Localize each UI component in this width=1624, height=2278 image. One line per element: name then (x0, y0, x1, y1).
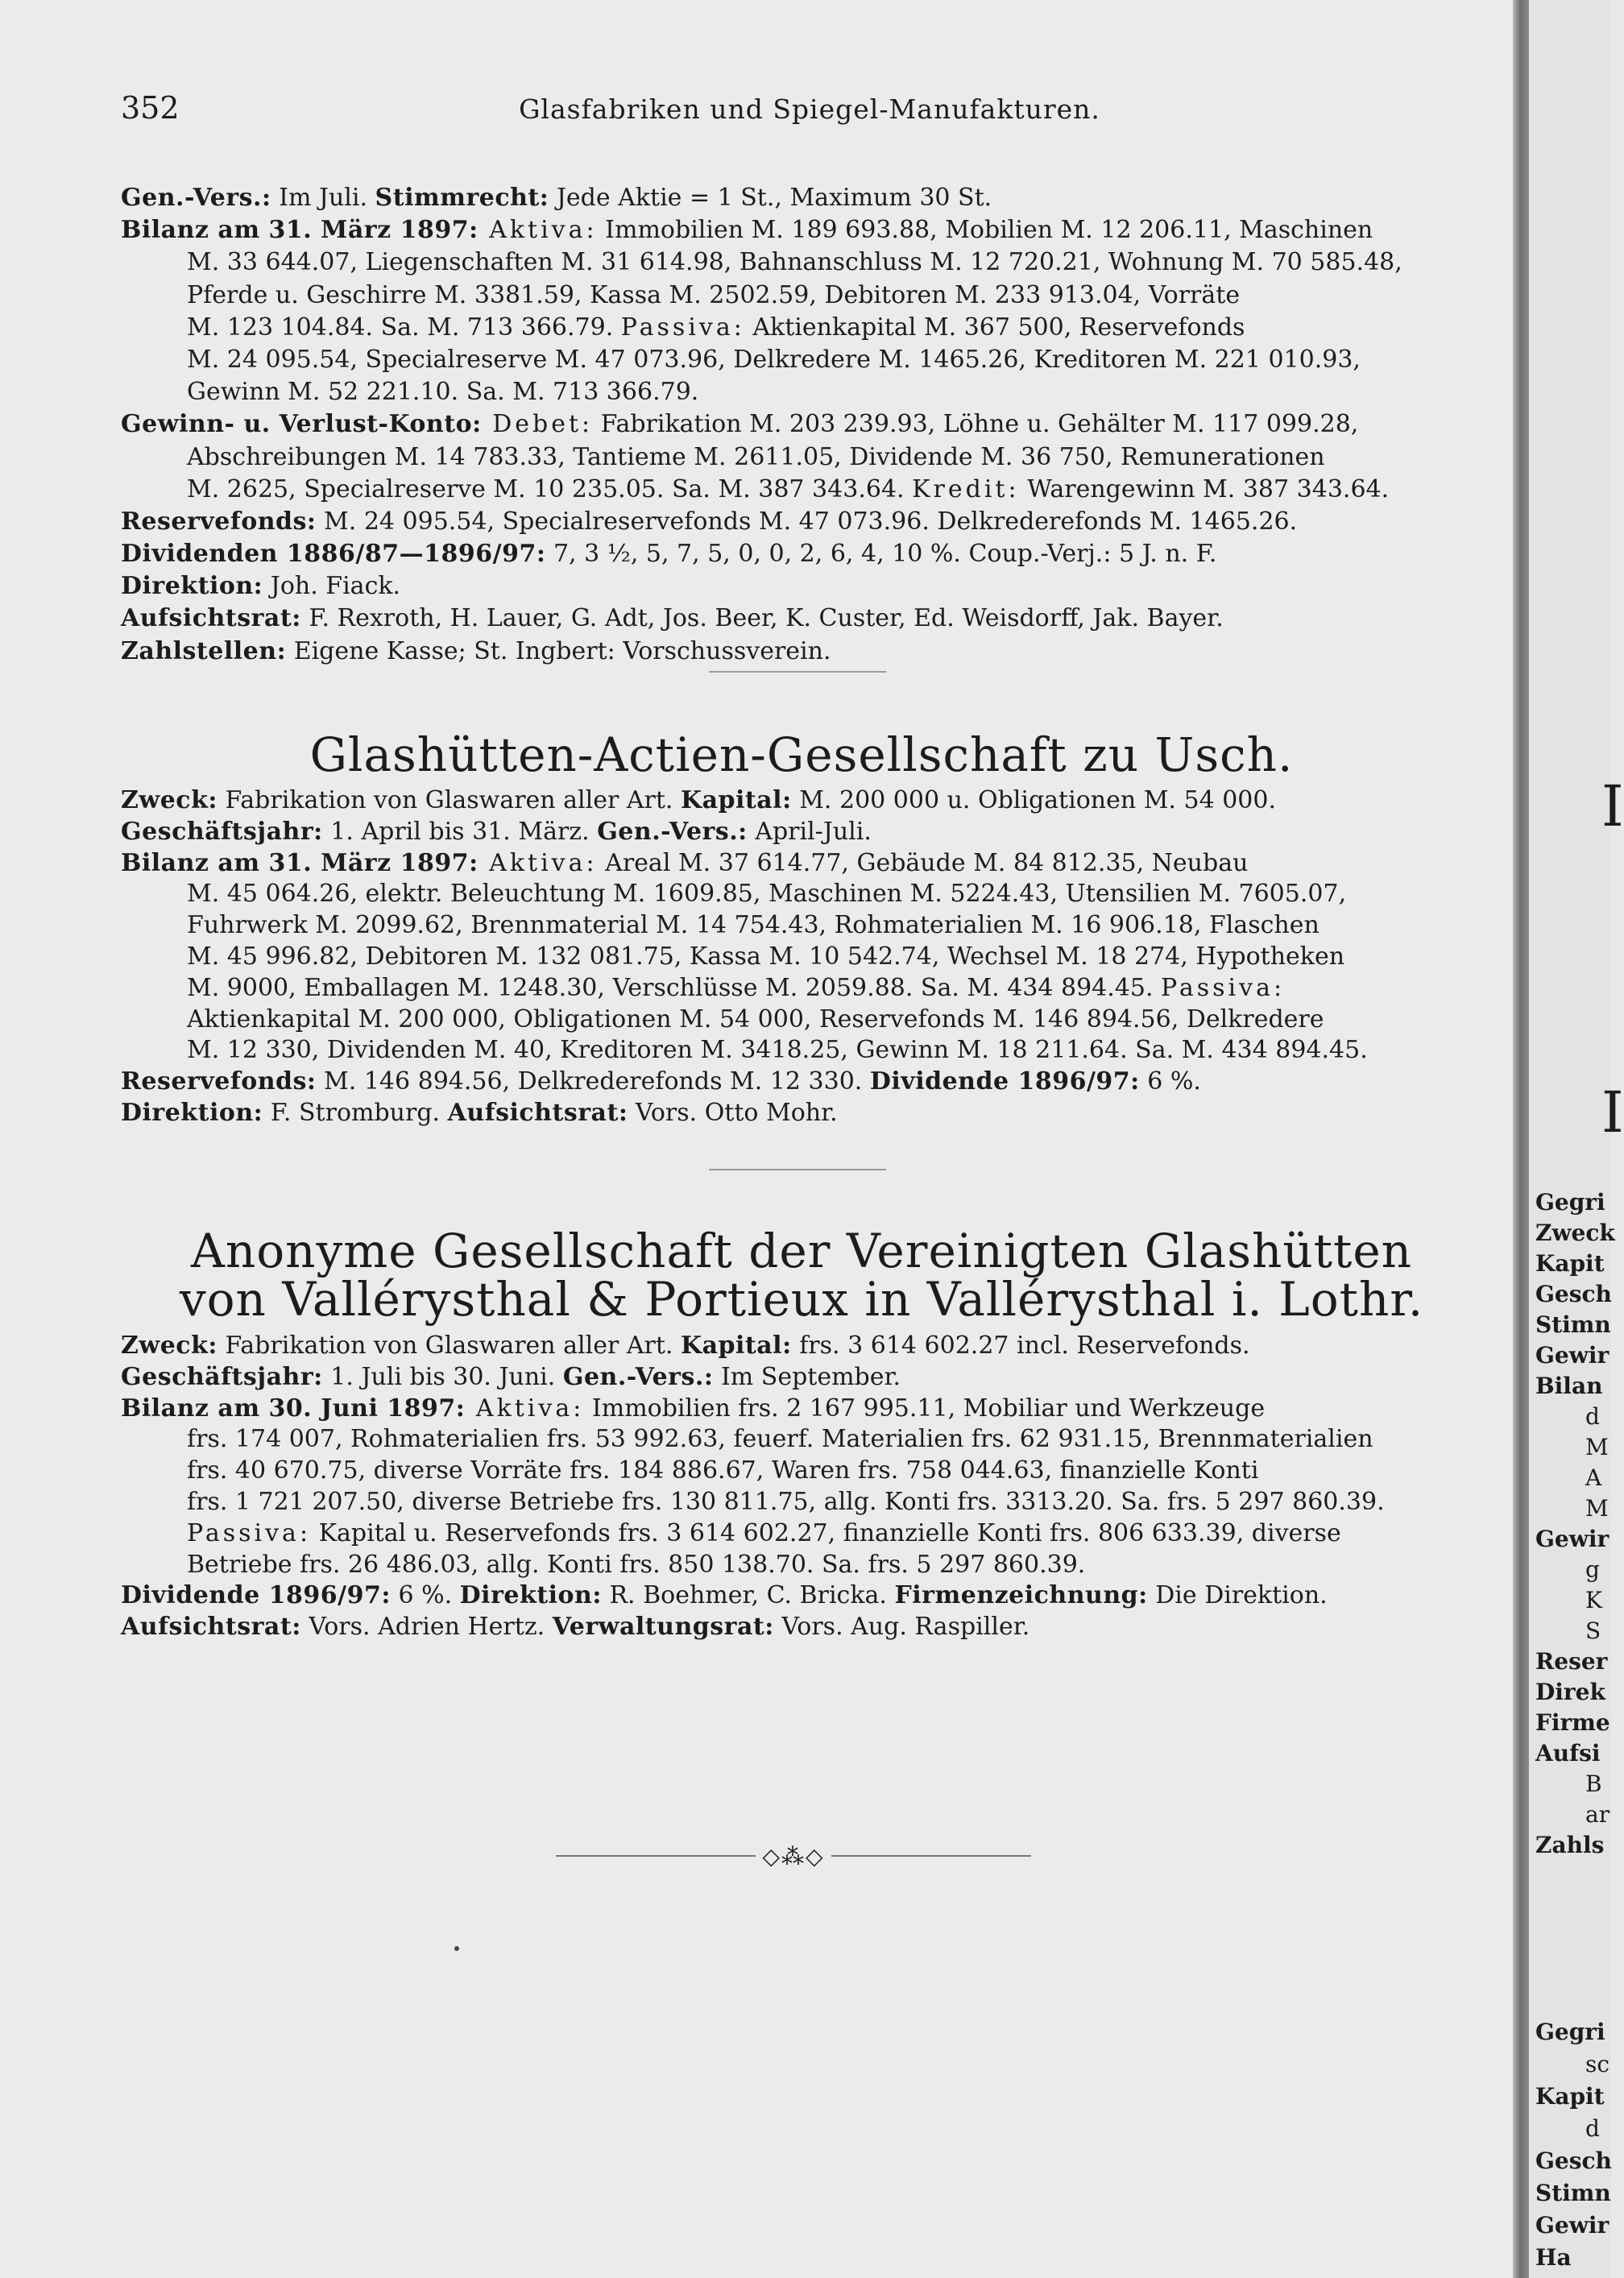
entry-line (121, 506, 1482, 538)
facing-page-fragment: Gesch (1535, 2148, 1612, 2174)
entry-line (121, 312, 1482, 344)
facing-page-fragment: M (1585, 1434, 1609, 1460)
field-text: Abschreibungen M. 14 783.33, Tantieme M. 2611.05, Dividende M. 36 750, Remunerationen (187, 442, 1325, 471)
entry-line (121, 1035, 1482, 1067)
entry-line (121, 973, 1482, 1004)
field-label: Zahlstellen: (121, 636, 287, 665)
facing-page-fragment: Zahls (1535, 1832, 1605, 1858)
field-label: Gen.-Vers.: (121, 184, 271, 212)
print-speck (454, 1946, 459, 1951)
field-text: frs. 1 721 207.50, diverse Betriebe frs. 130 811.75, allg. Konti frs. 3313.20. Sa. frs. 5 297 860.39. (187, 1487, 1385, 1516)
facing-page-fragment: Gewir (1535, 2212, 1610, 2239)
field-text: 1. Juli bis 30. Juni. (322, 1362, 563, 1391)
field-text: Aktienkapital M. 200 000, Obligationen M. 54 000, Reservefonds M. 146 894.56, Delkredere (187, 1004, 1324, 1033)
field-label: Kapital: (681, 1332, 792, 1360)
ornament-rule-right (831, 1855, 1031, 1857)
field-text: Debet: (481, 410, 594, 439)
field-text: frs. 174 007, Rohmaterialien frs. 53 992.63, feuerf. Materialien frs. 62 931.15, Brennmaterialien (187, 1425, 1373, 1454)
field-text: M. 146 894.56, Delkrederefonds M. 12 330. (316, 1067, 870, 1096)
facing-page-fragment: g (1585, 1556, 1600, 1583)
field-text: Aktiva: (478, 216, 598, 245)
field-label: Aufsichtsrat: (121, 604, 301, 633)
facing-page-fragment: d (1585, 2115, 1600, 2142)
field-text: Immobilien frs. 2 167 995.11, Mobiliar und Werkzeuge (584, 1394, 1266, 1423)
facing-page-fragment: sc (1585, 2051, 1610, 2077)
field-text: Immobilien M. 189 693.88, Mobilien M. 12 206.11, Maschinen (597, 216, 1373, 245)
facing-page-fragment: A (1585, 1464, 1602, 1491)
entry-line (121, 1518, 1482, 1550)
facing-page-fragment: Gegri (1535, 1189, 1605, 1216)
facing-page-fragment: Stimn (1535, 2180, 1611, 2206)
entry-line (121, 1067, 1482, 1098)
ornament-glyph: ◇⁂◇ (762, 1842, 825, 1870)
entry-line (121, 182, 1482, 214)
entry-line (121, 1456, 1482, 1487)
field-text: 6 %. (390, 1581, 460, 1610)
section-3-title-line-2: von Vallérysthal & Portieux in Vallérysthal i. Lothr. (179, 1272, 1424, 1327)
field-text: Aktiva: (465, 1394, 585, 1423)
field-text: 6 %. (1139, 1067, 1201, 1096)
field-label: Firmenzeichnung: (894, 1581, 1148, 1610)
facing-page-fragment: Direk (1535, 1679, 1605, 1705)
entry-line (121, 848, 1482, 880)
facing-page-fragment: K (1585, 1587, 1602, 1613)
entry-line (121, 570, 1482, 603)
ornament-rule-left (556, 1855, 756, 1857)
field-label: Reservefonds: (121, 1067, 317, 1096)
facing-page-fragment: B (1585, 1771, 1602, 1797)
entry-line (121, 1362, 1482, 1394)
field-text: M. 2625, Specialreserve M. 10 235.05. Sa. M. 387 343.64. (187, 474, 913, 503)
field-text: Joh. Fiack. (263, 572, 401, 601)
field-text: Fuhrwerk M. 2099.62, Brennmaterial M. 14 754.43, Rohmaterialien M. 16 906.18, Flaschen (187, 911, 1320, 940)
entry-line (121, 942, 1482, 973)
end-ornament (556, 1844, 1031, 1868)
field-text: Vors. Adrien Hertz. (300, 1613, 553, 1642)
section-divider (709, 1169, 886, 1170)
field-label: Gen.-Vers.: (562, 1362, 714, 1391)
field-text: Kapital u. Reservefonds frs. 3 614 602.27, finanzielle Konti frs. 806 633.39, diverse (311, 1518, 1341, 1547)
field-text: Gewinn M. 52 221.10. Sa. M. 713 366.79. (187, 378, 699, 407)
field-label: Reservefonds: (121, 507, 317, 536)
facing-page-fragment: Ha (1535, 2244, 1572, 2271)
section-divider (709, 671, 886, 673)
field-text: 7, 3 ½, 5, 7, 5, 0, 0, 2, 6, 4, 10 %. Coup.-Verj.: 5 J. n. F. (545, 540, 1217, 569)
page-number: 352 (121, 90, 180, 126)
entry-line (121, 344, 1482, 376)
field-text: F. Stromburg. (263, 1098, 448, 1127)
field-text: Fabrikation von Glaswaren aller Art. (217, 786, 681, 814)
field-text: M. 24 095.54, Specialreserve M. 47 073.96, Delkredere M. 1465.26, Kreditoren M. 221 010.93, (187, 345, 1361, 374)
entry-section-2 (121, 785, 1482, 1129)
field-text: Areal M. 37 614.77, Gebäude M. 84 812.35, Neubau (597, 848, 1249, 877)
entry-line (121, 1424, 1482, 1456)
entry-line (121, 1394, 1482, 1425)
entry-line (121, 1004, 1482, 1036)
entry-line (121, 441, 1482, 474)
facing-page-fragment: Reser (1535, 1648, 1608, 1675)
entry-line (121, 1612, 1482, 1643)
facing-page-fragment: Kapit (1535, 1250, 1605, 1277)
field-text: frs. 40 670.75, diverse Vorräte frs. 184 886.67, Waren frs. 758 044.63, finanzielle Konti (187, 1456, 1259, 1485)
facing-page-fragment: S (1585, 1617, 1601, 1644)
entry-line (121, 1550, 1482, 1581)
field-label: Verwaltungsrat: (552, 1613, 774, 1642)
facing-page-fragment: Gewir (1535, 1526, 1610, 1552)
entry-line (121, 538, 1482, 570)
field-label: Aufsichtsrat: (447, 1098, 628, 1127)
entry-section-1 (121, 182, 1482, 668)
facing-page-fragment: Gesch (1535, 1281, 1612, 1307)
facing-page-fragment: Aufsi (1535, 1740, 1601, 1766)
field-text: M. 200 000 u. Obligationen M. 54 000. (791, 786, 1276, 814)
field-text: M. 9000, Emballagen M. 1248.30, Verschlüsse M. 2059.88. Sa. M. 434 894.45. (187, 973, 1162, 1002)
field-text: M. 123 104.84. Sa. M. 713 366.79. (187, 313, 621, 342)
facing-page-fragment: Kapit (1535, 2083, 1605, 2110)
facing-page-fragment: Bilan (1535, 1373, 1603, 1399)
entry-line (121, 408, 1482, 441)
field-text: R. Boehmer, C. Bricka. (601, 1581, 895, 1610)
field-label: Gen.-Vers.: (597, 817, 748, 846)
field-label: Kapital: (681, 786, 792, 814)
facing-page-fragment: Gewir (1535, 1342, 1610, 1369)
field-text: Die Direktion. (1147, 1581, 1328, 1610)
entry-line (121, 1580, 1482, 1612)
field-text: Eigene Kasse; St. Ingbert: Vorschussverein. (286, 636, 831, 665)
facing-page-fragment: ar (1585, 1801, 1610, 1828)
facing-page-fragment: I (1601, 1079, 1624, 1145)
field-label: Geschäftsjahr: (121, 1362, 323, 1391)
field-text: 1. April bis 31. März. (322, 817, 598, 846)
field-text: Pferde u. Geschirre M. 3381.59, Kassa M. 2502.59, Debitoren M. 233 913.04, Vorräte (187, 280, 1241, 309)
field-text: M. 33 644.07, Liegenschaften M. 31 614.98, Bahnanschluss M. 12 720.21, Wohnung M. 70 585.48, (187, 248, 1402, 277)
field-text: Im September. (713, 1362, 901, 1391)
entry-line (121, 879, 1482, 910)
field-label: Dividende 1896/97: (869, 1067, 1140, 1096)
field-text: April-Juli. (747, 817, 872, 846)
field-label: Stimmrecht: (375, 184, 549, 212)
entry-line (121, 280, 1482, 312)
entry-line (121, 785, 1482, 817)
field-text: Passiva: (1161, 973, 1286, 1002)
facing-page-fragment: Gegri (1535, 2019, 1605, 2045)
entry-line (121, 474, 1482, 506)
entry-line (121, 603, 1482, 635)
field-text: Im Juli. (271, 184, 375, 212)
entry-line (121, 376, 1482, 408)
field-label: Geschäftsjahr: (121, 817, 323, 846)
field-label: Zweck: (121, 786, 218, 814)
entry-line (121, 246, 1482, 279)
field-text: Warengewinn M. 387 343.64. (1019, 474, 1390, 503)
field-text: M. 12 330, Dividenden M. 40, Kreditoren M. 3418.25, Gewinn M. 18 211.64. Sa. M. 434 894.45. (187, 1036, 1368, 1065)
field-label: Direktion: (121, 572, 263, 601)
field-text: Passiva: (187, 1518, 312, 1547)
running-title: Glasfabriken und Spiegel-Manufakturen. (519, 93, 1100, 125)
field-label: Zweck: (121, 1332, 218, 1360)
field-text: Betriebe frs. 26 486.03, allg. Konti frs. 850 138.70. Sa. frs. 5 297 860.39. (187, 1550, 1086, 1579)
field-text: Vors. Aug. Raspiller. (773, 1613, 1030, 1642)
field-text: F. Rexroth, H. Lauer, G. Adt, Jos. Beer, K. Custer, Ed. Weisdorff, Jak. Bayer. (300, 604, 1224, 633)
facing-page-fragment: M (1585, 1495, 1609, 1522)
field-text: M. 24 095.54, Specialreservefonds M. 47 073.96. Delkrederefonds M. 1465.26. (316, 507, 1298, 536)
facing-page-fragment: I (1601, 773, 1624, 839)
entry-line (121, 1098, 1482, 1129)
field-label: Bilanz am 30. Juni 1897: (121, 1394, 466, 1423)
field-text: Jede Aktie = 1 St., Maximum 30 St. (549, 184, 992, 212)
entry-line (121, 817, 1482, 848)
entry-line (121, 1331, 1482, 1362)
field-text: Aktienkapital M. 367 500, Reservefonds (744, 313, 1245, 342)
facing-page-edge (1529, 0, 1624, 2278)
entry-line (121, 214, 1482, 246)
field-label: Gewinn- u. Verlust-Konto: (121, 410, 482, 439)
facing-page-fragment: d (1585, 1403, 1600, 1430)
field-text: Passiva: (620, 313, 745, 342)
entry-line (121, 636, 1482, 668)
field-label: Bilanz am 31. März 1897: (121, 216, 478, 245)
field-text: Vors. Otto Mohr. (628, 1098, 838, 1127)
field-text: M. 45 064.26, elektr. Beleuchtung M. 1609.85, Maschinen M. 5224.43, Utensilien M. 7605.07, (187, 880, 1347, 909)
entry-line (121, 1487, 1482, 1518)
field-label: Dividende 1896/97: (121, 1581, 391, 1610)
field-text: M. 45 996.82, Debitoren M. 132 081.75, Kassa M. 10 542.74, Wechsel M. 18 274, Hypotheken (187, 942, 1345, 971)
entry-section-3 (121, 1331, 1482, 1643)
field-label: Direktion: (121, 1098, 263, 1127)
field-text: Fabrikation M. 203 239.93, Löhne u. Gehälter M. 117 099.28, (593, 410, 1359, 439)
facing-page-fragment: Zweck (1535, 1220, 1615, 1246)
book-spine (1513, 0, 1529, 2278)
field-label: Bilanz am 31. März 1897: (121, 848, 478, 877)
field-label: Dividenden 1886/87—1896/97: (121, 540, 546, 569)
facing-page-fragment: Firme (1535, 1709, 1610, 1736)
field-text: frs. 3 614 602.27 incl. Reservefonds. (791, 1332, 1250, 1360)
section-2-title: Glashütten-Actien-Gesellschaft zu Usch. (309, 727, 1294, 782)
running-head (121, 90, 1498, 139)
field-text: Fabrikation von Glaswaren aller Art. (217, 1332, 681, 1360)
field-text: Aktiva: (478, 848, 598, 877)
facing-page-fragment: Stimn (1535, 1311, 1611, 1338)
field-label: Aufsichtsrat: (121, 1613, 301, 1642)
entry-line (121, 910, 1482, 942)
field-text: Kredit: (912, 474, 1020, 503)
section-3-title-line-1: Anonyme Gesellschaft der Vereinigten Glashütten (190, 1224, 1413, 1278)
field-label: Direktion: (459, 1581, 602, 1610)
